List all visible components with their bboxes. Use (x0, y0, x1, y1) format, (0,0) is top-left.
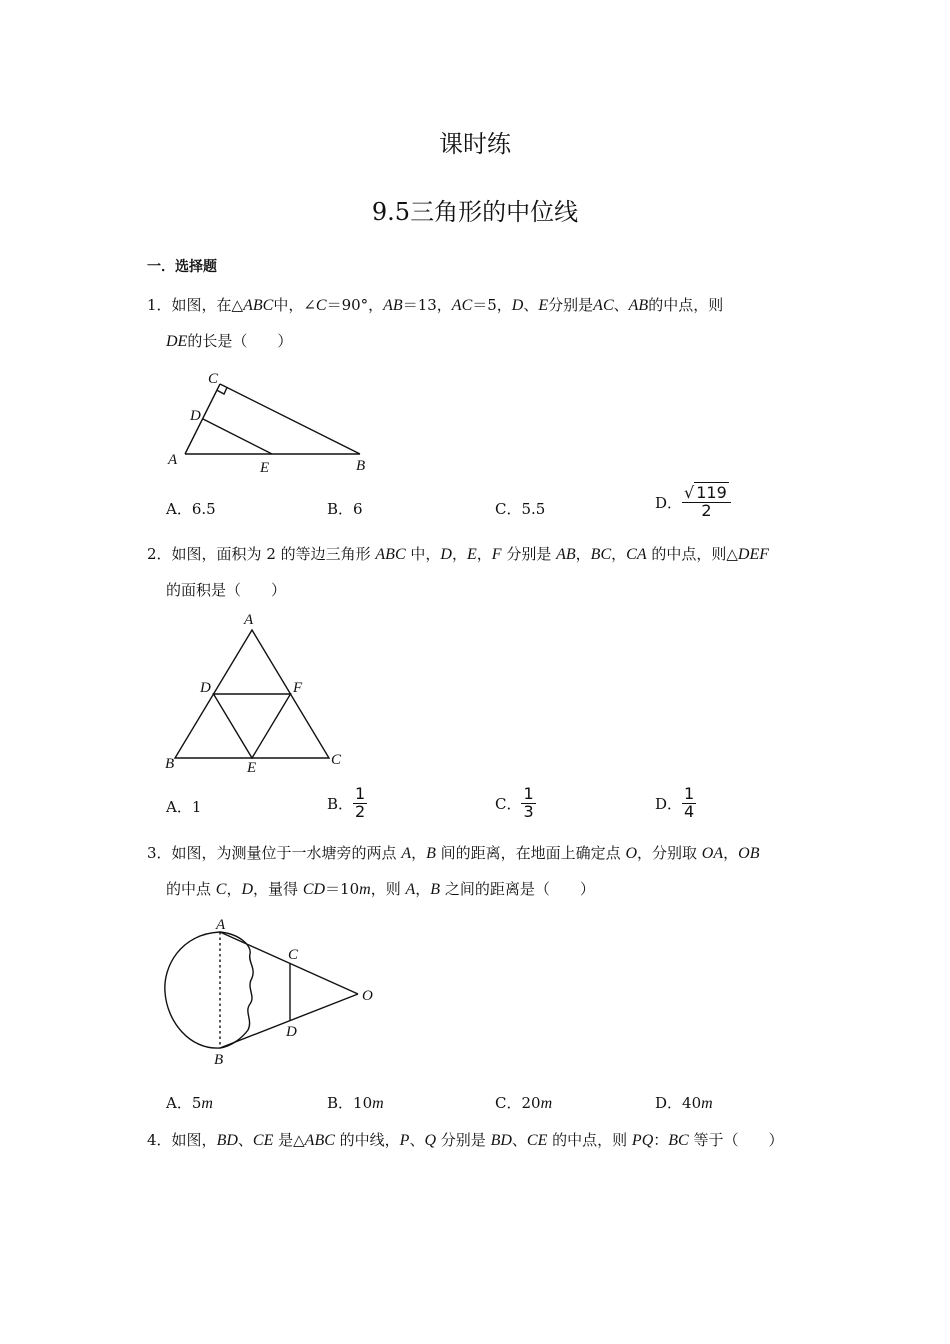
q3-pond-outline (165, 932, 253, 1048)
q2-label-c: C (331, 752, 342, 768)
q1-option-d[interactable]: D． $\frac{√ 119}{2}$ (655, 485, 731, 520)
page-subtitle: 9.5三角形的中位线 (371, 198, 579, 226)
q2-label-d: D (200, 680, 211, 696)
q4-line1: 4．如图，BD、CE 是△ABC 的中线，P、Q 分别是 BD、CE 的中点，则 PQ：BC 等于（ ） (147, 1131, 784, 1149)
q1-segment-de (203, 419, 272, 454)
q3-option-b[interactable]: B．10m (327, 1094, 384, 1112)
q3-figure (160, 912, 390, 1070)
q2-figure (160, 608, 360, 778)
q1-label-a: A (168, 452, 178, 468)
q1-figure (160, 362, 380, 480)
q2-label-a: A (244, 612, 254, 628)
q3-option-c[interactable]: C．20m (495, 1094, 553, 1112)
q1-line2: DE的长是（ ） (166, 332, 293, 350)
q3-label-a: A (216, 917, 226, 933)
q2-label-b: B (165, 756, 175, 772)
q3-line2: 的中点 C，D，量得 CD＝10m，则 A，B 之间的距离是（ ） (166, 880, 595, 898)
q1-label-b: B (356, 458, 366, 474)
q2-option-c[interactable]: C． $\frac{1}{3}$ (495, 784, 534, 821)
q3-label-d: D (286, 1024, 297, 1040)
q2-line1: 2．如图，面积为 2 的等边三角形 ABC 中，D，E，F 分别是 AB，BC，CA 的中点，则△DEF (147, 545, 770, 563)
q1-label-d: D (190, 408, 201, 424)
q2-line2: 的面积是（ ） (166, 581, 287, 599)
q2-label-f: F (293, 680, 303, 696)
q2-triangle-def (214, 694, 291, 758)
q3-option-a[interactable]: A．5m (166, 1094, 213, 1112)
section-heading: 一．选择题 (147, 259, 217, 275)
q1-option-c[interactable]: C．5.5 (495, 500, 546, 518)
q1-line1: 1．如图，在△ABC中，∠C＝90°，AB＝13，AC＝5，D、E分别是AC、AB的中点，则 (147, 296, 724, 314)
q3-label-o: O (362, 988, 373, 1004)
q3-line-ao (220, 932, 358, 994)
q1-side-cb (220, 384, 360, 454)
q3-label-c: C (288, 947, 299, 963)
q3-label-b: B (214, 1052, 224, 1068)
q1-label-e: E (260, 460, 270, 476)
q1-label-c: C (208, 371, 219, 387)
q2-option-d[interactable]: D． $\frac{1}{4}$ (655, 784, 695, 821)
q1-right-angle-mark (218, 388, 228, 395)
page-title: 课时练 (439, 130, 511, 158)
q3-option-d[interactable]: D．40m (655, 1094, 713, 1112)
q2-label-e: E (247, 760, 257, 776)
q3-line1: 3．如图，为测量位于一水塘旁的两点 A，B 间的距离，在地面上确定点 O，分别取 OA，OB (147, 844, 760, 862)
q1-option-b[interactable]: B．6 (327, 500, 363, 518)
q2-option-b[interactable]: B． $\frac{1}{2}$ (327, 784, 366, 821)
q2-option-a[interactable]: A．1 (166, 798, 202, 816)
q1-option-a[interactable]: A．6.5 (166, 500, 216, 518)
